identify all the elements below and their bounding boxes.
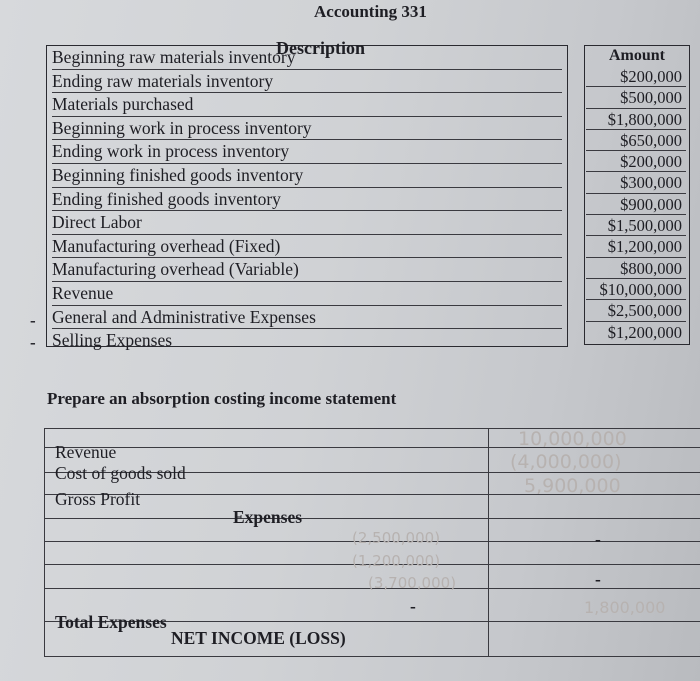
gross-profit-label: Gross Profit xyxy=(55,489,141,509)
description-row: Ending work in process inventory xyxy=(52,140,562,164)
amount-cell: $1,500,000 xyxy=(586,215,686,236)
description-row: Materials purchased xyxy=(52,93,562,117)
cogs-label: Cost of goods sold xyxy=(55,463,186,483)
amount-cell: $800,000 xyxy=(586,258,686,279)
description-rows xyxy=(52,46,562,352)
description-row: Manufacturing overhead (Variable) xyxy=(52,258,562,282)
dash-mark: - xyxy=(595,569,601,589)
description-row: Selling Expenses xyxy=(52,330,173,351)
description-row: Beginning raw materials inventory xyxy=(52,46,562,70)
net-income-label: NET INCOME (LOSS) xyxy=(171,628,346,648)
pencil-expense-2: (1,200,000) xyxy=(352,552,441,570)
amount-cell: $500,000 xyxy=(586,87,686,108)
description-row: Ending raw materials inventory xyxy=(52,70,562,94)
amount-column xyxy=(586,66,686,343)
total-expenses-label: Total Expenses xyxy=(55,612,167,632)
instruction-prompt: Prepare an absorption costing income statement xyxy=(47,389,397,408)
dash-mark: - xyxy=(30,333,36,352)
revenue-label: Revenue xyxy=(55,442,117,462)
table-rule xyxy=(44,518,700,519)
pencil-gross-profit: 5,900,000 xyxy=(524,475,621,497)
dash-mark: - xyxy=(30,311,36,330)
amount-cell: $10,000,000 xyxy=(586,279,686,300)
description-header: Description xyxy=(276,38,365,58)
amount-cell: $900,000 xyxy=(586,194,686,215)
amount-header: Amount xyxy=(608,47,665,64)
income-statement-form xyxy=(44,428,700,668)
amount-cell: $300,000 xyxy=(586,172,686,193)
amount-cell: $200,000 xyxy=(586,151,686,172)
page-title: Accounting 331 xyxy=(314,2,427,21)
pencil-revenue: 10,000,000 xyxy=(518,428,627,450)
amount-cell: $1,800,000 xyxy=(586,109,686,130)
amount-cell: $200,000 xyxy=(586,66,686,87)
dash-mark: - xyxy=(410,596,416,616)
amount-cell: $650,000 xyxy=(586,130,686,151)
description-row: General and Administrative Expenses xyxy=(52,306,562,330)
expenses-header: Expenses xyxy=(233,507,303,527)
pencil-expense-1: (2,500,000) xyxy=(352,529,441,547)
pencil-net-income: 1,800,000 xyxy=(584,598,666,617)
pencil-cogs: (4,000,000) xyxy=(510,451,622,473)
table-rule xyxy=(44,656,700,657)
amount-cell: $1,200,000 xyxy=(586,236,686,257)
pencil-total-expenses: (3,700,000) xyxy=(368,574,457,592)
description-row: Beginning work in process inventory xyxy=(52,117,562,141)
description-row: Ending finished goods inventory xyxy=(52,188,562,212)
dash-mark: - xyxy=(595,529,601,549)
description-row: Revenue xyxy=(52,282,562,306)
description-row: Direct Labor xyxy=(52,211,562,235)
description-row: Manufacturing overhead (Fixed) xyxy=(52,235,562,259)
table-rule xyxy=(488,428,489,656)
table-rule xyxy=(44,428,45,656)
description-row: Beginning finished goods inventory xyxy=(52,164,562,188)
amount-cell: $1,200,000 xyxy=(607,322,682,342)
amount-cell: $2,500,000 xyxy=(586,300,686,321)
